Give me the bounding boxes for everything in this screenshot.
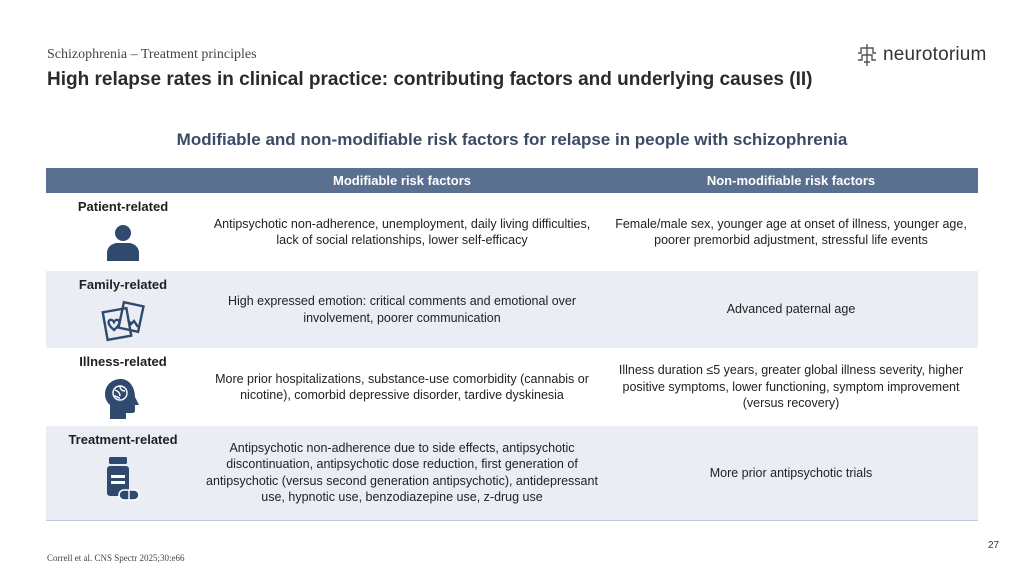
person-icon — [103, 222, 143, 262]
page-number: 27 — [988, 540, 1000, 551]
breadcrumb: Schizophrenia – Treatment principles — [47, 47, 257, 62]
category-label: Family-related — [78, 277, 168, 292]
non-modifiable-cell: More prior antipsychotic trials — [604, 426, 978, 520]
table-row-patient — [46, 193, 978, 271]
footnote-citation: Correll et al. CNS Spectr 2025;30:e66 — [47, 553, 185, 563]
head-brain-icon — [103, 377, 143, 421]
risk-factors-table — [46, 168, 978, 521]
non-modifiable-cell: Female/male sex, younger age at onset of illness, younger age, poorer premorbid adjustment, stressful life events — [615, 216, 967, 247]
family-photos-icon — [99, 300, 147, 344]
modifiable-cell: Antipsychotic non-adherence, unemployment, daily living difficulties, lack of social relationships, lower self-efficacy — [213, 216, 591, 247]
category-cell — [46, 348, 200, 426]
column-header-modifiable: Modifiable risk factors — [200, 168, 604, 193]
category-label: Illness-related — [79, 354, 167, 369]
column-header-category — [46, 168, 200, 193]
logo-text: neurotorium — [883, 44, 987, 65]
modifiable-cell: Antipsychotic non-adherence due to side effects, antipsychotic discontinuation, antipsychotic dose reduction, first generation of antipsychotic (versus second generation antipsychotic), antidepressant use, hypnotic use, benzodiazepine use, z-drug use — [200, 426, 604, 520]
modifiable-cell: More prior hospitalizations, substance-use comorbidity (cannabis or nicotine), comorbid depressive disorder, tardive dyskinesia — [215, 371, 589, 402]
category-label: Treatment-related — [68, 432, 178, 447]
table-row-illness — [46, 348, 978, 426]
logo — [856, 42, 987, 68]
table-header-row — [46, 168, 978, 193]
non-modifiable-cell: Illness duration ≤5 years, greater global illness severity, higher positive symptoms, lower functioning, symptom improvement (versus recovery) — [618, 363, 964, 411]
category-cell — [46, 193, 200, 271]
category-cell — [46, 426, 200, 520]
category-cell — [46, 271, 200, 348]
neurotorium-logo-icon — [856, 42, 878, 68]
medication-icon — [103, 455, 143, 503]
table-row-family — [46, 271, 978, 348]
non-modifiable-cell: Advanced paternal age — [604, 271, 978, 348]
column-header-non-modifiable: Non-modifiable risk factors — [604, 168, 978, 193]
table-row-treatment — [46, 426, 978, 520]
page-title: High relapse rates in clinical practice: contributing factors and underlying causes (II) — [47, 69, 813, 90]
table-subtitle: Modifiable and non-modifiable risk factors for relapse in people with schizophrenia — [176, 130, 848, 149]
modifiable-cell: High expressed emotion: critical comments and emotional over involvement, poorer communication — [200, 271, 604, 348]
category-label: Patient-related — [77, 199, 169, 214]
